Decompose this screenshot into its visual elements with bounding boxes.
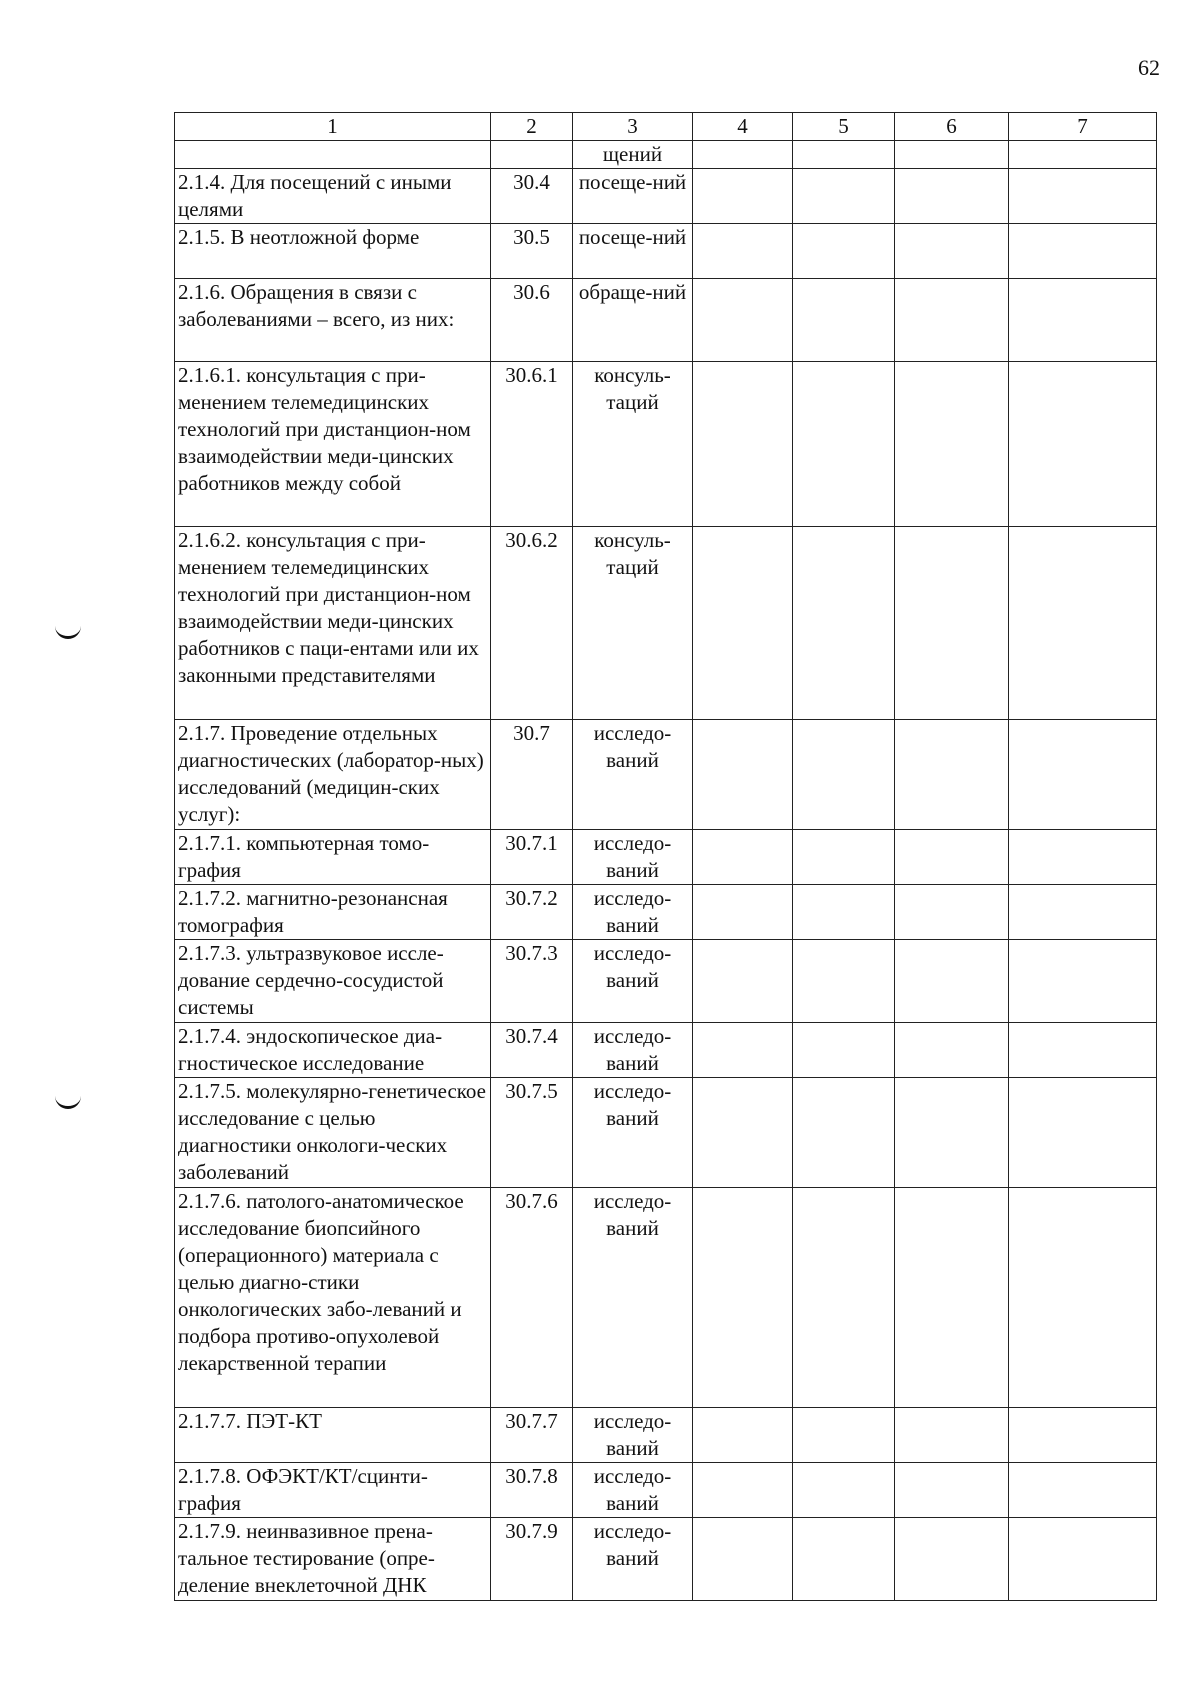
empty-cell: [1009, 1518, 1157, 1601]
row-code-cell: 30.7.7: [491, 1408, 573, 1463]
row-code-cell: 30.7.4: [491, 1023, 573, 1078]
table-row: [175, 362, 1157, 527]
header-cell: 6: [895, 113, 1009, 141]
empty-cell: [693, 1078, 793, 1188]
statistics-table: [174, 112, 1157, 1601]
empty-cell: [693, 362, 793, 527]
row-code-cell: 30.7: [491, 720, 573, 830]
empty-cell: [693, 224, 793, 279]
empty-cell: [693, 279, 793, 362]
empty-cell: [693, 885, 793, 940]
empty-cell: [1009, 169, 1157, 224]
empty-cell: [1009, 279, 1157, 362]
row-code-cell: 30.7.1: [491, 830, 573, 885]
row-code-cell: 30.4: [491, 169, 573, 224]
empty-cell: [793, 169, 895, 224]
row-code-cell: 30.7.2: [491, 885, 573, 940]
empty-cell: [793, 527, 895, 720]
empty-cell: [895, 1408, 1009, 1463]
table-row: [175, 169, 1157, 224]
table-row: [175, 940, 1157, 1023]
empty-cell: [1009, 362, 1157, 527]
empty-cell: [895, 720, 1009, 830]
empty-cell: [895, 279, 1009, 362]
empty-cell: [793, 1463, 895, 1518]
empty-cell: [1009, 141, 1157, 169]
row-name-cell: 2.1.7.5. молекулярно-генетическое исследование с целью диагностики онкологи-ческих заболеваний: [175, 1078, 491, 1188]
empty-cell: [895, 1518, 1009, 1601]
empty-cell: [793, 224, 895, 279]
row-name-cell: 2.1.5. В неотложной форме: [175, 224, 491, 279]
empty-cell: [793, 720, 895, 830]
row-unit-cell: посеще-ний: [573, 169, 693, 224]
empty-cell: [1009, 1408, 1157, 1463]
row-name-cell: 2.1.7.6. патолого-анатомическое исследование биопсийного (операционного) материала с целью диагно-стики онкологических забо-леваний и подбора противо-опухолевой лекарственной терапии: [175, 1188, 491, 1408]
empty-cell: [793, 940, 895, 1023]
empty-cell: [793, 362, 895, 527]
empty-cell: [793, 279, 895, 362]
row-code-cell: 30.7.6: [491, 1188, 573, 1408]
table-row: [175, 141, 1157, 169]
empty-cell: [693, 169, 793, 224]
empty-cell: [895, 885, 1009, 940]
empty-cell: [1009, 830, 1157, 885]
row-code-cell: 30.7.8: [491, 1463, 573, 1518]
row-unit-cell: исследо-ваний: [573, 940, 693, 1023]
empty-cell: [693, 1023, 793, 1078]
empty-cell: [895, 224, 1009, 279]
row-unit-cell: посеще-ний: [573, 224, 693, 279]
row-name-cell: 2.1.7. Проведение отдельных диагностических (лаборатор-ных) исследований (медицин-ских услуг):: [175, 720, 491, 830]
empty-cell: [1009, 1188, 1157, 1408]
empty-cell: [1009, 1078, 1157, 1188]
header-cell: 7: [1009, 113, 1157, 141]
table-row: [175, 720, 1157, 830]
row-name-cell: 2.1.7.8. ОФЭКТ/КТ/сцинти-графия: [175, 1463, 491, 1518]
table-row: [175, 830, 1157, 885]
empty-cell: [895, 1188, 1009, 1408]
empty-cell: [895, 527, 1009, 720]
empty-cell: [693, 830, 793, 885]
row-name-cell: 2.1.6.2. консультация с при-менением телемедицинских технологий при дистанцион-ном взаимодействии меди-цинских работников с паци-ентами или их законными представителями: [175, 527, 491, 720]
empty-cell: [1009, 720, 1157, 830]
row-code-cell: 30.5: [491, 224, 573, 279]
table-row: [175, 1078, 1157, 1188]
row-name-cell: 2.1.6. Обращения в связи с заболеваниями – всего, из них:: [175, 279, 491, 362]
row-unit-cell: исследо-ваний: [573, 1408, 693, 1463]
empty-cell: [693, 527, 793, 720]
row-unit-cell: исследо-ваний: [573, 830, 693, 885]
empty-cell: [1009, 224, 1157, 279]
empty-cell: [693, 720, 793, 830]
scan-mark: [55, 624, 81, 639]
empty-cell: [793, 1078, 895, 1188]
table-row: [175, 1188, 1157, 1408]
empty-cell: [793, 1408, 895, 1463]
row-name-cell: 2.1.4. Для посещений с иными целями: [175, 169, 491, 224]
row-name-cell: 2.1.7.9. неинвазивное прена-тальное тестирование (опре-деление внеклеточной ДНК: [175, 1518, 491, 1601]
page-number: 62: [1138, 55, 1160, 80]
empty-cell: [693, 1518, 793, 1601]
empty-cell: [1009, 1023, 1157, 1078]
empty-cell: [895, 1078, 1009, 1188]
header-cell: 1: [175, 113, 491, 141]
header-row: [175, 113, 1157, 141]
empty-cell: [1009, 1463, 1157, 1518]
empty-cell: [693, 141, 793, 169]
row-unit-cell: щений: [573, 141, 693, 169]
header-cell: 2: [491, 113, 573, 141]
row-unit-cell: исследо-ваний: [573, 1188, 693, 1408]
row-code-cell: 30.7.9: [491, 1518, 573, 1601]
row-unit-cell: исследо-ваний: [573, 1023, 693, 1078]
empty-cell: [895, 141, 1009, 169]
row-code-cell: 30.6.2: [491, 527, 573, 720]
row-unit-cell: исследо-ваний: [573, 1078, 693, 1188]
table-row: [175, 224, 1157, 279]
row-unit-cell: исследо-ваний: [573, 885, 693, 940]
row-unit-cell: исследо-ваний: [573, 1518, 693, 1601]
table-row: [175, 1463, 1157, 1518]
empty-cell: [895, 362, 1009, 527]
scan-mark: [55, 1094, 81, 1109]
row-name-cell: 2.1.7.3. ультразвуковое иссле-дование сердечно-сосудистой системы: [175, 940, 491, 1023]
empty-cell: [895, 1023, 1009, 1078]
table-row: [175, 885, 1157, 940]
header-cell: 5: [793, 113, 895, 141]
row-unit-cell: исследо-ваний: [573, 720, 693, 830]
row-name-cell: 2.1.7.1. компьютерная томо-графия: [175, 830, 491, 885]
empty-cell: [895, 940, 1009, 1023]
empty-cell: [693, 1188, 793, 1408]
row-code-cell: 30.7.5: [491, 1078, 573, 1188]
empty-cell: [693, 940, 793, 1023]
empty-cell: [793, 885, 895, 940]
empty-cell: [1009, 940, 1157, 1023]
table-row: [175, 279, 1157, 362]
row-code-cell: 30.6: [491, 279, 573, 362]
table-row: [175, 1518, 1157, 1601]
empty-cell: [793, 830, 895, 885]
empty-cell: [793, 1518, 895, 1601]
table-row: [175, 527, 1157, 720]
row-name-cell: 2.1.6.1. консультация с при-менением телемедицинских технологий при дистанцион-ном взаимодействии меди-цинских работников между собой: [175, 362, 491, 527]
empty-cell: [1009, 885, 1157, 940]
empty-cell: [793, 141, 895, 169]
empty-cell: [1009, 527, 1157, 720]
row-unit-cell: обраще-ний: [573, 279, 693, 362]
row-name-cell: [175, 141, 491, 169]
row-code-cell: 30.7.3: [491, 940, 573, 1023]
table-row: [175, 1408, 1157, 1463]
row-code-cell: 30.6.1: [491, 362, 573, 527]
header-cell: 4: [693, 113, 793, 141]
empty-cell: [895, 169, 1009, 224]
row-unit-cell: консуль-таций: [573, 527, 693, 720]
row-name-cell: 2.1.7.7. ПЭТ-КТ: [175, 1408, 491, 1463]
empty-cell: [793, 1188, 895, 1408]
row-name-cell: 2.1.7.2. магнитно-резонансная томография: [175, 885, 491, 940]
empty-cell: [895, 1463, 1009, 1518]
header-cell: 3: [573, 113, 693, 141]
empty-cell: [693, 1463, 793, 1518]
empty-cell: [895, 830, 1009, 885]
row-name-cell: 2.1.7.4. эндоскопическое диа-гностическое исследование: [175, 1023, 491, 1078]
row-code-cell: [491, 141, 573, 169]
table-body: [175, 141, 1157, 1601]
empty-cell: [793, 1023, 895, 1078]
empty-cell: [693, 1408, 793, 1463]
table-row: [175, 1023, 1157, 1078]
row-unit-cell: исследо-ваний: [573, 1463, 693, 1518]
row-unit-cell: консуль-таций: [573, 362, 693, 527]
